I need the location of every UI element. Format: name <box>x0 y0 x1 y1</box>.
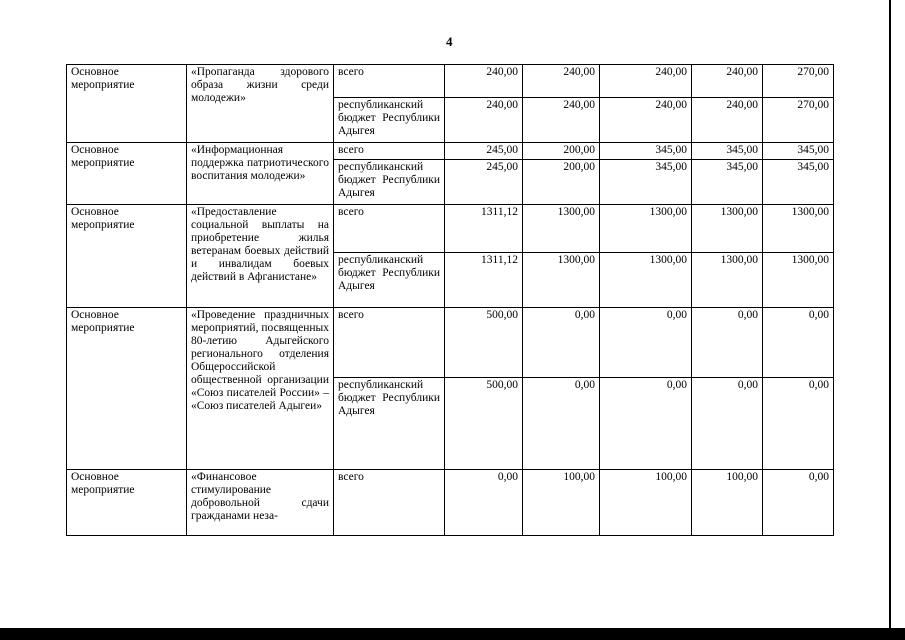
source-cell: всего <box>334 65 445 98</box>
value-cell: 1300,00 <box>763 205 834 253</box>
value-cell: 1300,00 <box>763 253 834 308</box>
table-row <box>67 308 834 378</box>
value-cell: 1300,00 <box>523 253 600 308</box>
source-cell: республиканский бюджет Республики Адыгея <box>334 253 445 308</box>
event-name-cell: «Проведение праздничных мероприятий, посвященных 80-летию Адыгейского регионального отделения Общероссийской общественной организации «Союз писателей России» – «Союз писателей Адыгеи» <box>187 308 334 470</box>
value-cell: 0,00 <box>600 378 692 470</box>
value-cell: 0,00 <box>692 308 763 378</box>
value-cell: 240,00 <box>445 98 523 143</box>
value-cell: 0,00 <box>445 470 523 536</box>
event-type-cell: Основное мероприятие <box>67 470 187 536</box>
value-cell: 500,00 <box>445 378 523 470</box>
source-cell: республиканский бюджет Республики Адыгея <box>334 98 445 143</box>
value-cell: 345,00 <box>600 160 692 205</box>
value-cell: 240,00 <box>600 98 692 143</box>
table-row <box>67 205 834 253</box>
value-cell: 0,00 <box>600 308 692 378</box>
value-cell: 345,00 <box>692 160 763 205</box>
event-type-cell: Основное мероприятие <box>67 308 187 470</box>
value-cell: 240,00 <box>523 98 600 143</box>
value-cell: 270,00 <box>763 65 834 98</box>
value-cell: 0,00 <box>763 308 834 378</box>
source-cell: всего <box>334 143 445 160</box>
value-cell: 240,00 <box>692 65 763 98</box>
value-cell: 0,00 <box>523 308 600 378</box>
value-cell: 0,00 <box>763 470 834 536</box>
value-cell: 1300,00 <box>692 205 763 253</box>
value-cell: 240,00 <box>445 65 523 98</box>
value-cell: 345,00 <box>763 143 834 160</box>
value-cell: 100,00 <box>523 470 600 536</box>
event-name-cell: «Финансовое стимулирование добровольной сдачи гражданами неза- <box>187 470 334 536</box>
source-cell: республиканский бюджет Республики Адыгея <box>334 160 445 205</box>
source-cell: республиканский бюджет Республики Адыгея <box>334 378 445 470</box>
event-type-cell: Основное мероприятие <box>67 143 187 205</box>
value-cell: 0,00 <box>692 378 763 470</box>
event-name-cell: «Информационная поддержка патриотического воспитания молодежи» <box>187 143 334 205</box>
value-cell: 245,00 <box>445 160 523 205</box>
value-cell: 1311,12 <box>445 253 523 308</box>
value-cell: 240,00 <box>523 65 600 98</box>
budget-table <box>66 64 834 536</box>
source-cell: всего <box>334 470 445 536</box>
value-cell: 1311,12 <box>445 205 523 253</box>
source-cell: всего <box>334 205 445 253</box>
value-cell: 0,00 <box>523 378 600 470</box>
value-cell: 270,00 <box>763 98 834 143</box>
value-cell: 1300,00 <box>523 205 600 253</box>
value-cell: 1300,00 <box>600 253 692 308</box>
event-name-cell: «Пропаганда здорового образа жизни среди молодежи» <box>187 65 334 143</box>
page-edge <box>889 0 891 628</box>
scan-bottom-edge <box>0 628 905 640</box>
source-cell: всего <box>334 308 445 378</box>
value-cell: 200,00 <box>523 160 600 205</box>
event-type-cell: Основное мероприятие <box>67 205 187 308</box>
value-cell: 0,00 <box>763 378 834 470</box>
value-cell: 240,00 <box>600 65 692 98</box>
value-cell: 500,00 <box>445 308 523 378</box>
page-number: 4 <box>446 34 453 49</box>
event-type-cell: Основное мероприятие <box>67 65 187 143</box>
value-cell: 240,00 <box>692 98 763 143</box>
value-cell: 245,00 <box>445 143 523 160</box>
value-cell: 345,00 <box>692 143 763 160</box>
value-cell: 100,00 <box>600 470 692 536</box>
value-cell: 1300,00 <box>692 253 763 308</box>
event-name-cell: «Предоставление социальной выплаты на приобретение жилья ветеранам боевых действий и инвалидам боевых действий в Афганистане» <box>187 205 334 308</box>
value-cell: 200,00 <box>523 143 600 160</box>
table-row <box>67 65 834 98</box>
value-cell: 345,00 <box>763 160 834 205</box>
value-cell: 1300,00 <box>600 205 692 253</box>
value-cell: 100,00 <box>692 470 763 536</box>
table-row <box>67 143 834 160</box>
table-row <box>67 470 834 536</box>
value-cell: 345,00 <box>600 143 692 160</box>
